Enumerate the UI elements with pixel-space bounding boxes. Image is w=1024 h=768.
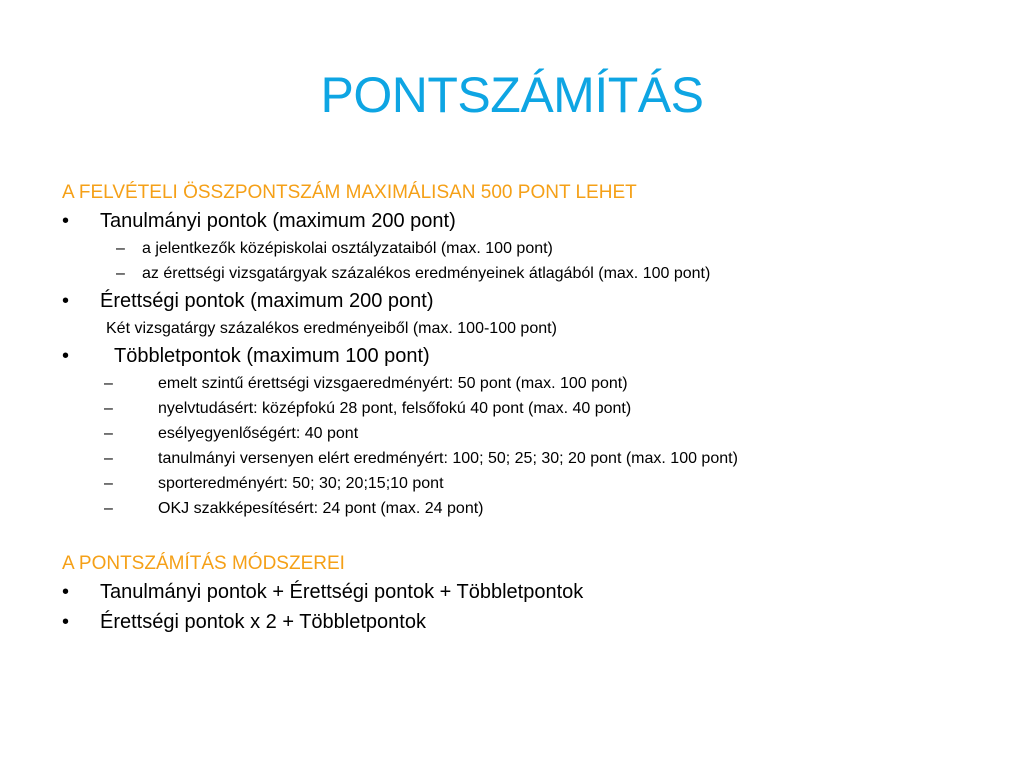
bullet-icon: • xyxy=(62,345,70,367)
sub-item-text: a jelentkezők középiskolai osztályzataiból (max. 100 pont) xyxy=(142,240,553,257)
sub-item-text: emelt szintű érettségi vizsgaeredményért: 50 pont (max. 100 pont) xyxy=(158,375,628,392)
section-heading-methods: A PONTSZÁMÍTÁS MÓDSZEREI xyxy=(62,553,345,574)
sub-item-text: OKJ szakképesítésért: 24 pont (max. 24 pont) xyxy=(158,500,484,517)
sub-item xyxy=(62,261,982,286)
sub-item xyxy=(62,236,982,261)
sub-item-text: tanulmányi versenyen elért eredményért: 100; 50; 25; 30; 20 pont (max. 100 pont) xyxy=(158,450,738,467)
bullet-icon: • xyxy=(62,581,70,603)
section-heading-max-points: A FELVÉTELI ÖSSZPONTSZÁM MAXIMÁLISAN 500 PONT LEHET xyxy=(62,182,637,203)
sub-item-text: nyelvtudásért: középfokú 28 pont, felsőfokú 40 pont (max. 40 pont) xyxy=(158,400,632,417)
slide-title: PONTSZÁMÍTÁS xyxy=(320,67,704,123)
list-item-note xyxy=(62,316,982,341)
list-item-text: Többletpontok (maximum 100 pont) xyxy=(114,345,430,367)
slide-body xyxy=(62,180,982,637)
dash-icon: – xyxy=(104,375,113,392)
list-item-method-1 xyxy=(62,577,982,607)
spacer xyxy=(62,521,982,551)
list-item-text: Tanulmányi pontok + Érettségi pontok + Többletpontok xyxy=(100,581,584,603)
bullet-icon: • xyxy=(62,611,70,633)
sub-item xyxy=(62,471,982,496)
sub-item xyxy=(62,496,982,521)
sub-item xyxy=(62,421,982,446)
sub-item xyxy=(62,446,982,471)
sub-item-text: sporteredményért: 50; 30; 20;15;10 pont xyxy=(158,475,444,492)
list-item-text: Érettségi pontok (maximum 200 pont) xyxy=(100,290,434,312)
list-item-method-2 xyxy=(62,607,982,637)
sub-item xyxy=(62,396,982,421)
sub-item-text: esélyegyenlőségért: 40 pont xyxy=(158,425,359,442)
dash-icon: – xyxy=(104,500,113,517)
note-text: Két vizsgatárgy százalékos eredményeiből (max. 100-100 pont) xyxy=(106,320,557,337)
sub-item xyxy=(62,371,982,396)
list-item-extra-points xyxy=(62,341,982,371)
sub-item-text: az érettségi vizsgatárgyak százalékos eredményeinek átlagából (max. 100 pont) xyxy=(142,265,711,282)
list-item-academic-points xyxy=(62,206,982,236)
bullet-icon: • xyxy=(62,210,70,232)
list-item-text: Tanulmányi pontok (maximum 200 pont) xyxy=(100,210,456,232)
list-item-exam-points xyxy=(62,286,982,316)
bullet-icon: • xyxy=(62,290,70,312)
dash-icon: – xyxy=(116,240,125,257)
list-item-text: Érettségi pontok x 2 + Többletpontok xyxy=(100,611,426,633)
dash-icon: – xyxy=(104,450,113,467)
dash-icon: – xyxy=(104,475,113,492)
dash-icon: – xyxy=(116,265,125,282)
dash-icon: – xyxy=(104,425,113,442)
dash-icon: – xyxy=(104,400,113,417)
